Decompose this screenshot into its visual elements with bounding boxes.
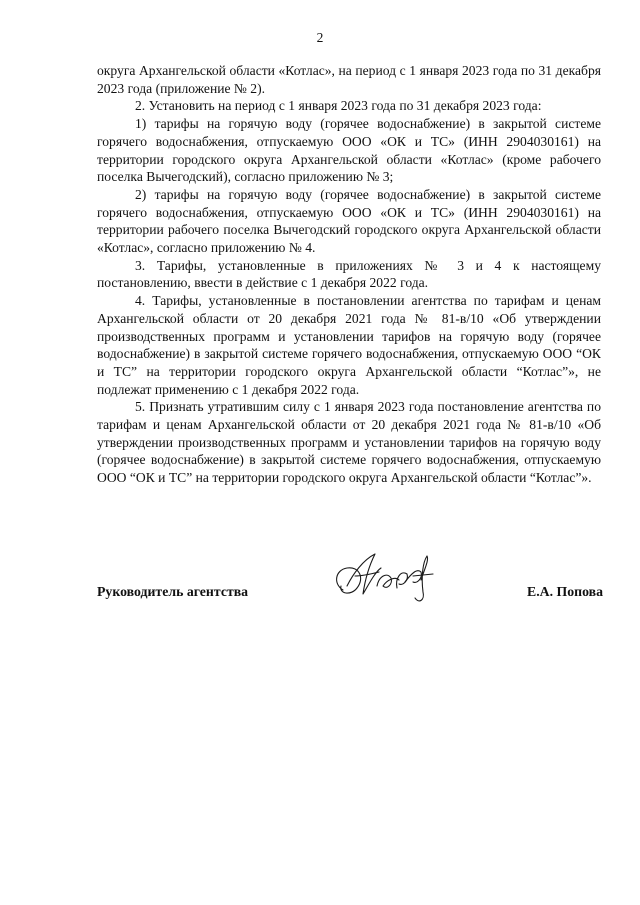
signer-title: Руководитель агентства xyxy=(97,584,249,599)
paragraph-item-4: 4. Тарифы, установленные в постановлении агентства по тарифам и ценам Архангельской области от 20 декабря 2021 года № 81-в/10 «Об утверждении производственных программ и установлении тарифов на горячую воду (горячее водоснабжение) в закрытой системе горячего водоснабжения, отпускаемую ООО “ОК и ТС” на территории городского округа Архангельской области “Котлас”», не подлежат применению с 1 декабря 2022 года. xyxy=(97,293,601,397)
paragraph-item-3: 3. Тарифы, установленные в приложениях № 3 и 4 к настоящему постановлению, ввести в действие с 1 декабря 2022 года. xyxy=(97,257,601,291)
page-number: 2 xyxy=(316,30,324,45)
paragraph-subitem-2: 2) тарифы на горячую воду (горячее водоснабжение) в закрытой системе горячего водоснабжения, отпускаемую ООО «ОК и ТС» (ИНН 2904030161) на территории рабочего поселка Вычегодский городского округа Архангельской области «Котлас», согласно приложению № 4. xyxy=(97,186,601,256)
signer-name: Е.А. Попова xyxy=(527,584,603,599)
paragraph-subitem-1: 1) тарифы на горячую воду (горячее водоснабжение) в закрытой системе горячего водоснабжения, отпускаемую ООО «ОК и ТС» (ИНН 2904030161) на территории городского округа Архангельской области «Котлас» (кроме рабочего поселка Вычегодский), согласно приложению № 3; xyxy=(97,116,601,185)
signature-block xyxy=(97,546,603,616)
paragraph-continuation: округа Архангельской области «Котлас», на период с 1 января 2023 года по 31 декабря 2023 года (приложение № 2). xyxy=(97,63,601,96)
document-body xyxy=(97,62,601,487)
handwritten-signature xyxy=(329,546,439,606)
paragraph-item-5: 5. Признать утратившим силу с 1 января 2023 года постановление агентства по тарифам и ценам Архангельской области от 20 декабря 2021 года № 81-в/10 «Об утверждении производственных программ и установлении тарифов на горячую воду (горячее водоснабжение) в закрытой системе горячего водоснабжения, отпускаемую ООО “ОК и ТС” на территории городского округа Архангельской области “Котлас”». xyxy=(97,399,601,486)
paragraph-item-2: 2. Установить на период с 1 января 2023 года по 31 декабря 2023 года: xyxy=(135,98,542,114)
